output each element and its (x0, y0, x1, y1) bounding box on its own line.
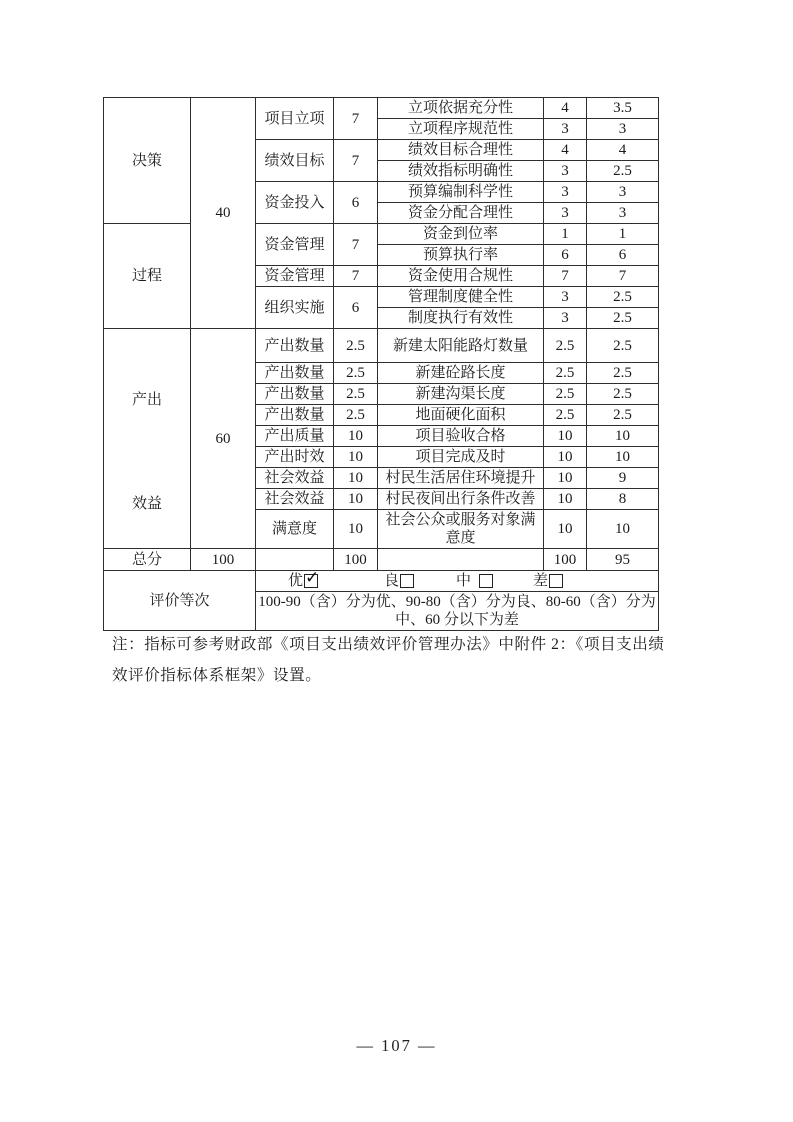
level2-weight: 7 (334, 224, 378, 266)
level3-weight: 3 (544, 287, 587, 308)
level3-indicator: 预算执行率 (378, 245, 544, 266)
grade-option-label: 中 (456, 573, 472, 589)
score-value: 6 (587, 245, 659, 266)
level2-indicator: 组织实施 (256, 287, 334, 329)
grade-option-label: 优 (288, 573, 304, 589)
score-value: 2.5 (587, 329, 659, 363)
level3-weight: 3 (544, 161, 587, 182)
score-value: 10 (587, 510, 659, 549)
level3-indicator: 预算编制科学性 (378, 182, 544, 203)
total-label: 总分 (104, 549, 191, 571)
level2-indicator: 社会效益 (256, 468, 334, 489)
grade-option-label: 良 (384, 573, 400, 589)
level2-weight: 2.5 (334, 329, 378, 363)
level1-weight: 60 (191, 329, 256, 549)
level2-weight: 10 (334, 468, 378, 489)
level3-indicator: 社会公众或服务对象满意度 (378, 510, 544, 549)
level2-indicator: 产出数量 (256, 405, 334, 426)
grade-scale-description: 100-90（含）分为优、90-80（含）分为良、80-60（含）分为中、60 分以下为差 (256, 592, 659, 631)
level3-weight: 10 (544, 489, 587, 510)
grade-label: 评价等次 (104, 571, 256, 631)
level1-indicator: 过程 (104, 224, 191, 329)
grade-options (258, 572, 656, 590)
grade-options-cell (256, 571, 659, 592)
level3-weight: 3 (544, 182, 587, 203)
score-value: 3 (587, 203, 659, 224)
score-value: 3 (587, 119, 659, 140)
score-value: 2.5 (587, 287, 659, 308)
level2-indicator: 资金管理 (256, 266, 334, 287)
level3-weight: 1 (544, 224, 587, 245)
total-score: 95 (587, 549, 659, 571)
level2-indicator: 满意度 (256, 510, 334, 549)
level2-indicator: 产出数量 (256, 384, 334, 405)
level2-indicator: 资金管理 (256, 224, 334, 266)
checkbox-empty-icon (549, 574, 563, 588)
level3-weight: 2.5 (544, 405, 587, 426)
score-value: 2.5 (587, 384, 659, 405)
score-value: 9 (587, 468, 659, 489)
level3-weight: 3 (544, 119, 587, 140)
level3-weight: 2.5 (544, 329, 587, 363)
level2-weight: 6 (334, 287, 378, 329)
grade-option-label: 差 (533, 573, 549, 589)
level2-indicator: 产出时效 (256, 447, 334, 468)
level3-indicator: 地面硬化面积 (378, 405, 544, 426)
level3-indicator: 项目验收合格 (378, 426, 544, 447)
score-value: 8 (587, 489, 659, 510)
level2-indicator: 资金投入 (256, 182, 334, 224)
level3-weight: 4 (544, 98, 587, 119)
total-level2-weight: 100 (334, 549, 378, 571)
level3-weight: 2.5 (544, 384, 587, 405)
level2-indicator: 产出质量 (256, 426, 334, 447)
grade-option-good (384, 572, 414, 590)
score-value: 3 (587, 182, 659, 203)
level3-weight: 10 (544, 426, 587, 447)
level3-weight: 7 (544, 266, 587, 287)
footnote-text: 注：指标可参考财政部《项目支出绩效评价管理办法》中附件 2：《项目支出绩效评价指标体系框架》设置。 (112, 636, 665, 684)
grade-option-medium (456, 572, 493, 590)
checkbox-empty-icon (400, 574, 414, 588)
empty-cell (378, 549, 544, 571)
level3-weight: 10 (544, 510, 587, 549)
level3-indicator: 绩效指标明确性 (378, 161, 544, 182)
score-value: 2.5 (587, 161, 659, 182)
level2-weight: 2.5 (334, 363, 378, 384)
level3-weight: 4 (544, 140, 587, 161)
checkbox-checked-icon (304, 574, 318, 588)
level2-weight: 2.5 (334, 405, 378, 426)
checkbox-empty-icon (479, 574, 493, 588)
level1-weight: 40 (191, 98, 256, 329)
total-level3-weight: 100 (544, 549, 587, 571)
score-value: 2.5 (587, 308, 659, 329)
level1-indicator: 产出 (131, 392, 162, 408)
total-level1-weight: 100 (191, 549, 256, 571)
level1-indicator: 效益 (131, 495, 162, 512)
score-value: 1 (587, 224, 659, 245)
level2-weight: 6 (334, 182, 378, 224)
level3-weight: 10 (544, 468, 587, 489)
level3-indicator: 村民夜间出行条件改善 (378, 489, 544, 510)
page-number: — 107 — (356, 1036, 437, 1055)
level3-indicator: 绩效目标合理性 (378, 140, 544, 161)
level2-weight: 10 (334, 489, 378, 510)
level2-weight: 7 (334, 98, 378, 140)
level2-indicator: 项目立项 (256, 98, 334, 140)
level3-indicator: 新建太阳能路灯数量 (378, 329, 544, 363)
level3-indicator: 村民生活居住环境提升 (378, 468, 544, 489)
level3-indicator: 新建沟渠长度 (378, 384, 544, 405)
score-value: 2.5 (587, 363, 659, 384)
grade-option-excellent (288, 572, 318, 590)
score-value: 3.5 (587, 98, 659, 119)
score-value: 7 (587, 266, 659, 287)
level3-indicator: 制度执行有效性 (378, 308, 544, 329)
level2-weight: 10 (334, 426, 378, 447)
empty-cell (256, 549, 334, 571)
level2-weight: 10 (334, 447, 378, 468)
level3-weight: 6 (544, 245, 587, 266)
level2-weight: 10 (334, 510, 378, 549)
level3-indicator: 立项程序规范性 (378, 119, 544, 140)
level2-indicator: 社会效益 (256, 489, 334, 510)
level3-indicator: 项目完成及时 (378, 447, 544, 468)
level3-indicator: 资金分配合理性 (378, 203, 544, 224)
evaluation-table (103, 97, 659, 631)
level3-weight: 2.5 (544, 363, 587, 384)
level3-weight: 3 (544, 203, 587, 224)
level2-weight: 7 (334, 140, 378, 182)
level2-indicator: 产出数量 (256, 363, 334, 384)
level3-indicator: 资金使用合规性 (378, 266, 544, 287)
level1-indicator-group (104, 329, 191, 549)
score-value: 4 (587, 140, 659, 161)
grade-option-poor (533, 572, 563, 590)
level3-weight: 10 (544, 447, 587, 468)
level2-weight: 2.5 (334, 384, 378, 405)
level3-indicator: 新建砼路长度 (378, 363, 544, 384)
level3-indicator: 立项依据充分性 (378, 98, 544, 119)
score-value: 10 (587, 426, 659, 447)
level3-indicator: 资金到位率 (378, 224, 544, 245)
level2-weight: 7 (334, 266, 378, 287)
level3-weight: 3 (544, 308, 587, 329)
level3-indicator: 管理制度健全性 (378, 287, 544, 308)
level2-indicator: 绩效目标 (256, 140, 334, 182)
level1-indicator: 决策 (104, 98, 191, 224)
score-value: 2.5 (587, 405, 659, 426)
score-value: 10 (587, 447, 659, 468)
level2-indicator: 产出数量 (256, 329, 334, 363)
